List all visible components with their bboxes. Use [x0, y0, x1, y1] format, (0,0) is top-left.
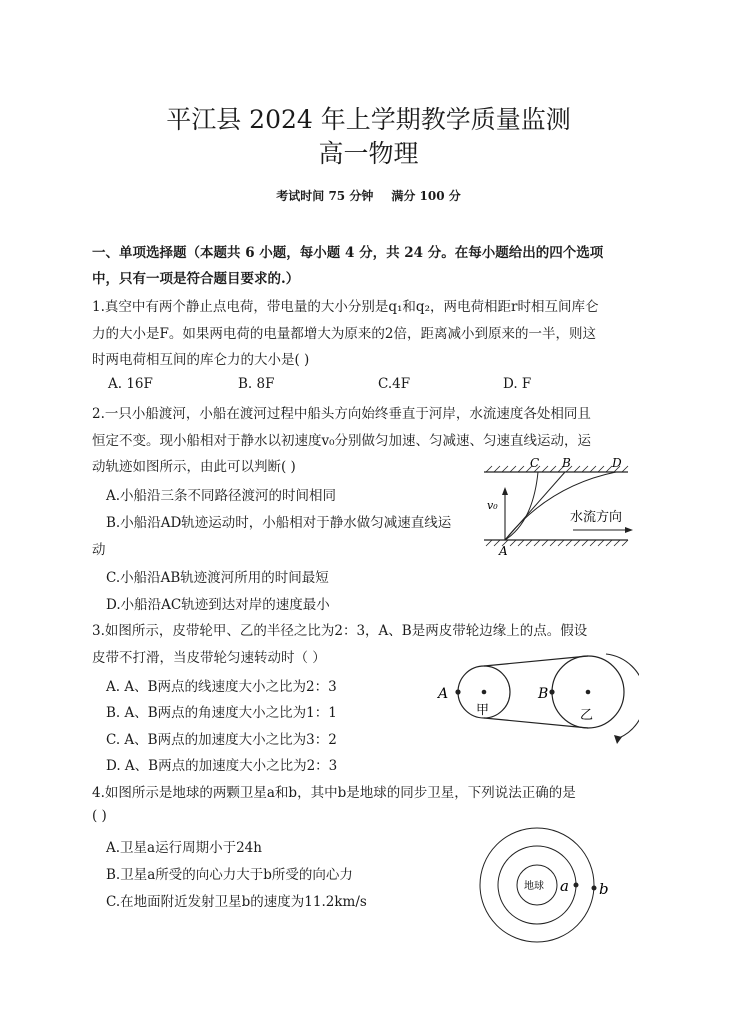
q2-option-d: D.小船沿AC轨迹到达对岸的速度最小 — [106, 597, 330, 613]
earth-label: 地球 — [524, 881, 544, 892]
pulley-point-a-label: A — [438, 686, 449, 702]
q1-option-a: A. 16F — [108, 376, 153, 392]
q3-option-a: A. A、B两点的线速度大小之比为2：3 — [106, 679, 337, 695]
q1-option-d: D. F — [503, 376, 532, 392]
satellite-a-label: a — [560, 877, 569, 895]
section-heading-line2: 中，只有一项是符合题目要求的.） — [92, 271, 300, 287]
q1-option-b: B. 8F — [238, 376, 275, 392]
exam-title: 平江县 2024 年上学期教学质量监测 — [166, 105, 571, 134]
q2-line1: 2.一只小船渡河，小船在渡河过程中船头方向始终垂直于河岸，水流速度各处相同且 — [92, 406, 591, 422]
q2-option-b-line1: B.小船沿AD轨迹运动时，小船相对于静水做匀减速直线运 — [106, 515, 452, 531]
point-b-label: B — [562, 456, 571, 470]
q1-option-c: C.4F — [378, 376, 411, 392]
top-bank-hatch — [486, 466, 628, 472]
pulley-point-b-label: B — [538, 686, 549, 702]
exam-info — [0, 187, 737, 204]
q3-option-c: C. A、B两点的加速度大小之比为3：2 — [106, 732, 337, 748]
section-heading-line1: 一、单项选择题（本题共 6 小题，每小题 4 分，共 24 分。在每小题给出的四个选项 — [92, 245, 604, 261]
point-a-dot — [455, 689, 460, 694]
exam-subject: 高一物理 — [318, 139, 419, 168]
satellite-a-dot — [574, 883, 579, 888]
q2-line2: 恒定不变。现小船相对于静水以初速度v₀分别做匀加速、匀减速、匀速直线运动，运 — [92, 433, 592, 449]
pulley-jia-center — [482, 690, 487, 695]
q4-line1: 4.如图所示是地球的两颗卫星a和b，其中b是地球的同步卫星，下列说法正确的是 — [92, 785, 576, 801]
satellite-b-label: b — [599, 880, 609, 898]
q3-line2: 皮带不打滑，当皮带轮匀速转动时（ ） — [92, 650, 326, 666]
q2-line3: 动轨迹如图所示，由此可以判断( ) — [92, 459, 296, 475]
q2-option-a: A.小船沿三条不同路径渡河的时间相同 — [106, 488, 337, 504]
q3-option-d: D. A、B两点的加速度大小之比为2：3 — [106, 758, 338, 774]
v0-label: v₀ — [487, 499, 498, 512]
point-a-label: A — [499, 544, 508, 558]
exam-time: 考试时间 75 分钟 — [276, 189, 374, 203]
q3-line1: 3.如图所示，皮带轮甲、乙的半径之比为2：3，A、B是两皮带轮边缘上的点。假设 — [92, 623, 588, 639]
rotation-arrow — [606, 654, 639, 738]
point-c-label: C — [530, 456, 540, 470]
q2-option-b-line2: 动 — [92, 542, 106, 558]
q1-line1: 1.真空中有两个静止点电荷，带电量的大小分别是q₁和q₂，两电荷相距r时相互间库仑 — [92, 299, 599, 315]
flow-arrow-head — [625, 527, 633, 533]
v0-arrow-head — [502, 487, 508, 495]
trajectory-ac — [505, 472, 538, 540]
satellite-b-dot — [592, 886, 597, 891]
q1-line3: 时两电荷相互间的库仑力的大小是( ) — [92, 352, 310, 368]
q4-line2: ( ) — [92, 808, 107, 824]
belt-pulley-figure — [434, 652, 639, 752]
belt-top — [484, 656, 588, 666]
pulley-yi-center — [586, 690, 591, 695]
exam-score: 满分 100 分 — [391, 189, 461, 203]
satellite-orbit-figure — [474, 827, 624, 947]
pulley-yi-label: 乙 — [580, 708, 594, 723]
belt-bottom — [484, 718, 588, 728]
river-crossing-figure — [478, 452, 638, 562]
rotation-arrow-head — [614, 735, 622, 744]
flow-direction-label: 水流方向 — [570, 510, 623, 525]
q4-option-a: A.卫星a运行周期小于24h — [106, 840, 262, 856]
q4-option-c: C.在地面附近发射卫星b的速度为11.2km/s — [106, 894, 367, 910]
q4-option-b: B.卫星a所受的向心力大于b所受的向心力 — [106, 867, 353, 883]
point-b-dot — [549, 689, 554, 694]
q3-option-b: B. A、B两点的角速度大小之比为1：1 — [106, 705, 337, 721]
point-d-label: D — [612, 456, 622, 470]
pulley-jia-label: 甲 — [476, 703, 490, 718]
q2-option-c: C.小船沿AB轨迹渡河所用的时间最短 — [106, 570, 329, 586]
q1-line2: 力的大小是F。如果两电荷的电量都增大为原来的2倍，距离减小到原来的一半，则这 — [92, 326, 596, 342]
